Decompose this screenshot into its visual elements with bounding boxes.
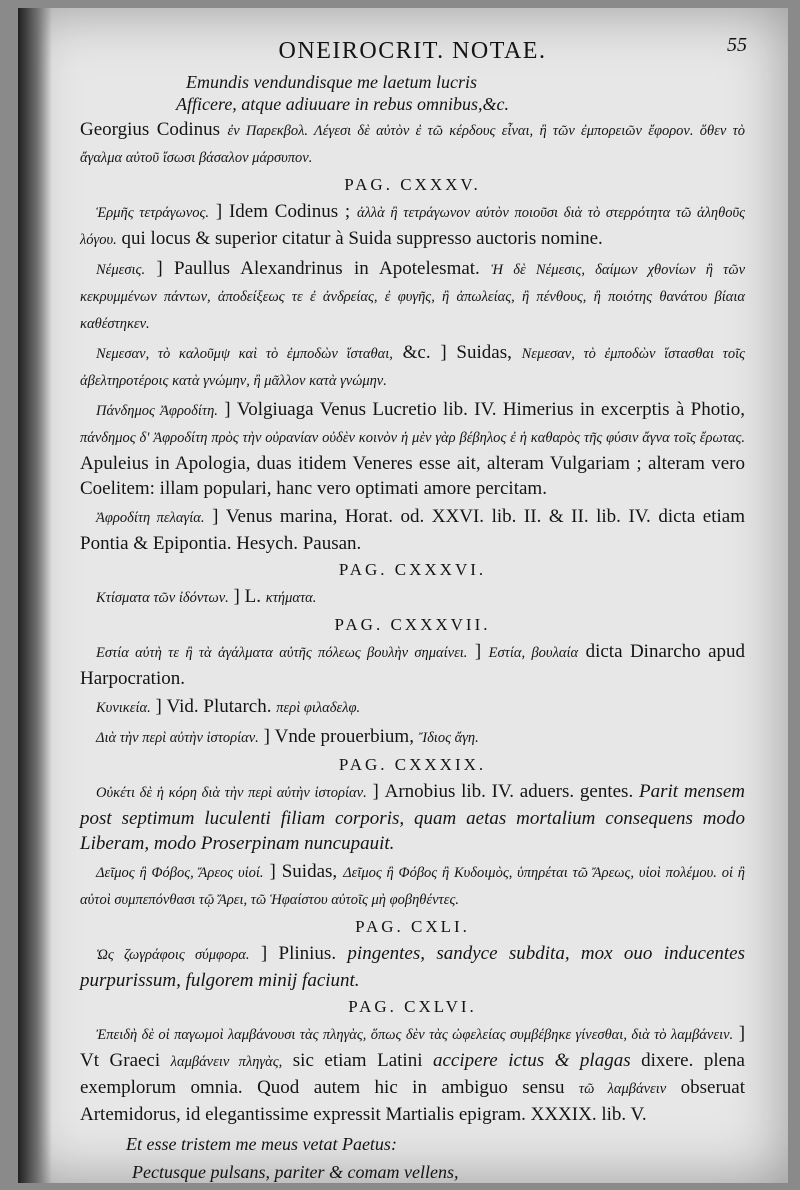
greek-lemma: Οὐκέτι δὲ ἡ κόρη διὰ τὴν περὶ αὐτὴν ἱστορίαν. — [96, 785, 367, 801]
latin-text: sic etiam Latini — [292, 1050, 423, 1071]
latin-text: ] Plinius. — [260, 943, 337, 964]
latin-text: dicta Dinarcho apud Harpocration. — [80, 641, 746, 689]
verse-line: Emundis vendundisque me laetum lucris — [186, 72, 477, 92]
greek-text: ἀλλὰ ἢ τετράγωνον αὐτὸν ποιοῦσι διὰ τὸ στερρότητα τῶ ἀληθοῦς λόγου. — [80, 205, 745, 248]
greek-text: Εστία, βουλαία — [488, 645, 579, 661]
verse-line: Afficere, atque adiuuare in rebus omnibus,&c. — [176, 94, 509, 114]
page-number: 55 — [727, 34, 747, 56]
latin-text: Georgius Codinus — [80, 119, 221, 140]
note-paragraph — [80, 1021, 745, 1127]
note-paragraph — [80, 504, 745, 556]
section-heading: PAG. CXXXVI. — [338, 560, 487, 579]
latin-text: obseruat Artemidorus, id elegantissime expressit Martialis epigram. XXXIX. lib. V. — [80, 1077, 746, 1125]
greek-text: Ἴδιος ἄγη. — [418, 730, 479, 746]
greek-text: τῶ λαμβάνειν — [578, 1081, 667, 1097]
note-paragraph — [80, 584, 745, 611]
greek-lemma: Διὰ τὴν περὶ αὐτὴν ἱστορίαν. — [96, 730, 259, 746]
latin-text: ] Paullus Alexandrinus in Apotelesmat. — [156, 258, 480, 279]
note-paragraph — [80, 724, 745, 751]
running-head: ONEIROCRIT. NOTAE. — [278, 38, 547, 64]
section-heading: PAG. CXXXV. — [344, 175, 481, 194]
greek-lemma: Νέμεσις. — [96, 262, 146, 278]
latin-text: ] Venus marina, Horat. od. XXVI. lib. II. & II. lib. IV. dicta etiam Pontia & Epipontia. Hesych. Pausan. — [80, 506, 746, 554]
greek-text: κτήματα. — [265, 590, 317, 606]
latin-text: &c. ] Suidas, — [402, 342, 512, 363]
greek-lemma: Ἀφροδίτη πελαγία. — [96, 510, 205, 526]
greek-text: Ἡ δὲ Νέμεσις, δαίμων χθονίων ἢ τῶν κεκρυμμένων πάντων, ἀποδείξεως τε ἐ ἀνδρείας, ἐ φυγῆς, ἢ ἀπωλείας, ἢ πένθους, ἢ ποιότης θανάτου βίαια καθέστηκεν. — [80, 262, 746, 332]
greek-lemma: Νεμεσαν, τὸ καλοῦμψ καὶ τὸ ἐμποδὼν ἵσταθαι, — [96, 346, 393, 362]
latin-text: ] Idem Codinus ; — [215, 201, 351, 222]
greek-lemma: Εστία αὐτὴ τε ἢ τὰ ἀγάλματα αὐτῆς πόλεως βουλὴν σημαίνει. — [96, 645, 468, 661]
latin-text: ] Arnobius lib. IV. aduers. gentes. — [372, 781, 634, 802]
note-paragraph — [80, 397, 745, 501]
greek-lemma: Ὡς ζωγράφοις σύμφορα. — [96, 947, 250, 963]
page-content — [80, 34, 747, 1183]
latin-text: dixere. plena exemplorum omnia. Quod autem hic in ambiguo sensu — [80, 1050, 745, 1098]
latin-quotation: accipere ictus & plagas — [433, 1050, 631, 1071]
verse-line: Pectusque pulsans, pariter & comam vellens, — [132, 1162, 459, 1182]
note-paragraph — [80, 340, 745, 394]
latin-text: Apuleius in Apologia, duas itidem Veneres esse ait, alteram Vulgariam ; alteram vero Coelitem: illam populari, hanc vero optimati amore percitam. — [80, 453, 745, 499]
latin-text: ] L. — [233, 586, 261, 607]
section-heading: PAG. CXXXIX. — [338, 755, 487, 774]
greek-lemma: Ἐπειδὴ δὲ οἱ παγωμοὶ λαμβάνουσι τὰς πληγὰς, ὅπως δὲν τὰς ὠφελείας συμβέβηκε γίνεσθαι, διὰ τὸ λαμβάνειν. — [96, 1027, 734, 1043]
greek-lemma: Ἑρμῆς τετράγωνος. — [96, 205, 210, 221]
greek-lemma: Δεῖμος ἢ Φόβος, Ἄρεος υἱοί. — [96, 865, 264, 881]
greek-lemma: Κυνικεία. — [96, 700, 151, 716]
latin-quotation: Parit mensem post septimum luculenti filiam corporis, quam aetas mortalium consequens modo Liberam, modo Proserpinam nuncupauit. — [80, 781, 746, 854]
note-paragraph — [80, 779, 745, 856]
latin-text: ] Vt Graeci — [80, 1023, 746, 1071]
latin-text: ] Vid. Plutarch. — [155, 696, 272, 717]
latin-text: ] — [474, 641, 482, 662]
note-paragraph — [80, 256, 745, 337]
latin-text: ] Vnde prouerbium, — [263, 726, 414, 747]
greek-lemma: Κτίσματα τῶν ἰδόντων. — [96, 590, 229, 606]
section-heading: PAG. CXLVI. — [348, 997, 477, 1016]
latin-text: ] Volgiuaga Venus Lucretio lib. IV. Himerius in excerptis à Photio, — [224, 399, 746, 420]
greek-text: Νεμεσαν, τὸ ἐμποδὼν ἵστασθαι τοῖς ἀβελτηροτέροις κατὰ γνώμην, ἢ μᾶλλον κατὰ γνώμην. — [80, 346, 745, 389]
latin-text: ] Suidas, — [269, 861, 338, 882]
greek-text: πάνδημος δ' Ἀφροδίτη πρὸς τὴν οὐρανίαν οὐδὲν κοινὸν ἡ μὲν γὰρ βέβηλος ἐ ἡ καθαρὸς τῆς φύσιν ἄγνα τοῖς ἔρωτας. — [80, 430, 745, 446]
greek-text: περὶ φιλαδελφ. — [276, 700, 361, 716]
note-paragraph — [80, 941, 745, 993]
greek-text: Δεῖμος ἢ Φόβος ἢ Κυδοιμὸς, ὑπηρέται τῶ Ἄρεως, υἱοὶ πολέμου. οἱ ἢ αὐτοὶ συμπεπόνθασι τῷ Ἄρει, τῶ Ἡφαίστου αὐτοῖς μὴ φοβηθέντες. — [80, 865, 745, 908]
greek-text: ἐν Παρεκβολ. Λέγεσι δὲ αὐτὸν ἐ τῶ κέρδους εἶναι, ἢ τῶν ἐμπορειῶν ἔφορον. ὅθεν τὸ ἄγαλμα αὐτοῦ ἴσωσι βάσαλον μάρσυπον. — [80, 123, 746, 166]
note-paragraph — [80, 117, 745, 171]
latin-text: qui locus & superior citatur à Suida suppresso auctoris nomine. — [121, 228, 603, 249]
section-heading: PAG. CXXXVII. — [334, 615, 491, 634]
note-paragraph — [80, 639, 745, 691]
section-heading: PAG. CXLI. — [355, 917, 470, 936]
note-paragraph — [80, 199, 745, 253]
greek-lemma: Πάνδημος Ἀφροδίτη. — [96, 403, 218, 419]
book-spine-shadow — [18, 8, 52, 1183]
book-page — [18, 8, 788, 1183]
latin-quotation: pingentes, sandyce subdita, mox ouo inducentes purpurissum, fulgorem minij faciunt. — [80, 943, 745, 991]
note-paragraph — [80, 694, 745, 721]
greek-text: λαμβάνειν πληγὰς, — [170, 1054, 283, 1070]
verse-line: Et esse tristem me meus vetat Paetus: — [126, 1134, 397, 1154]
note-paragraph — [80, 859, 745, 913]
